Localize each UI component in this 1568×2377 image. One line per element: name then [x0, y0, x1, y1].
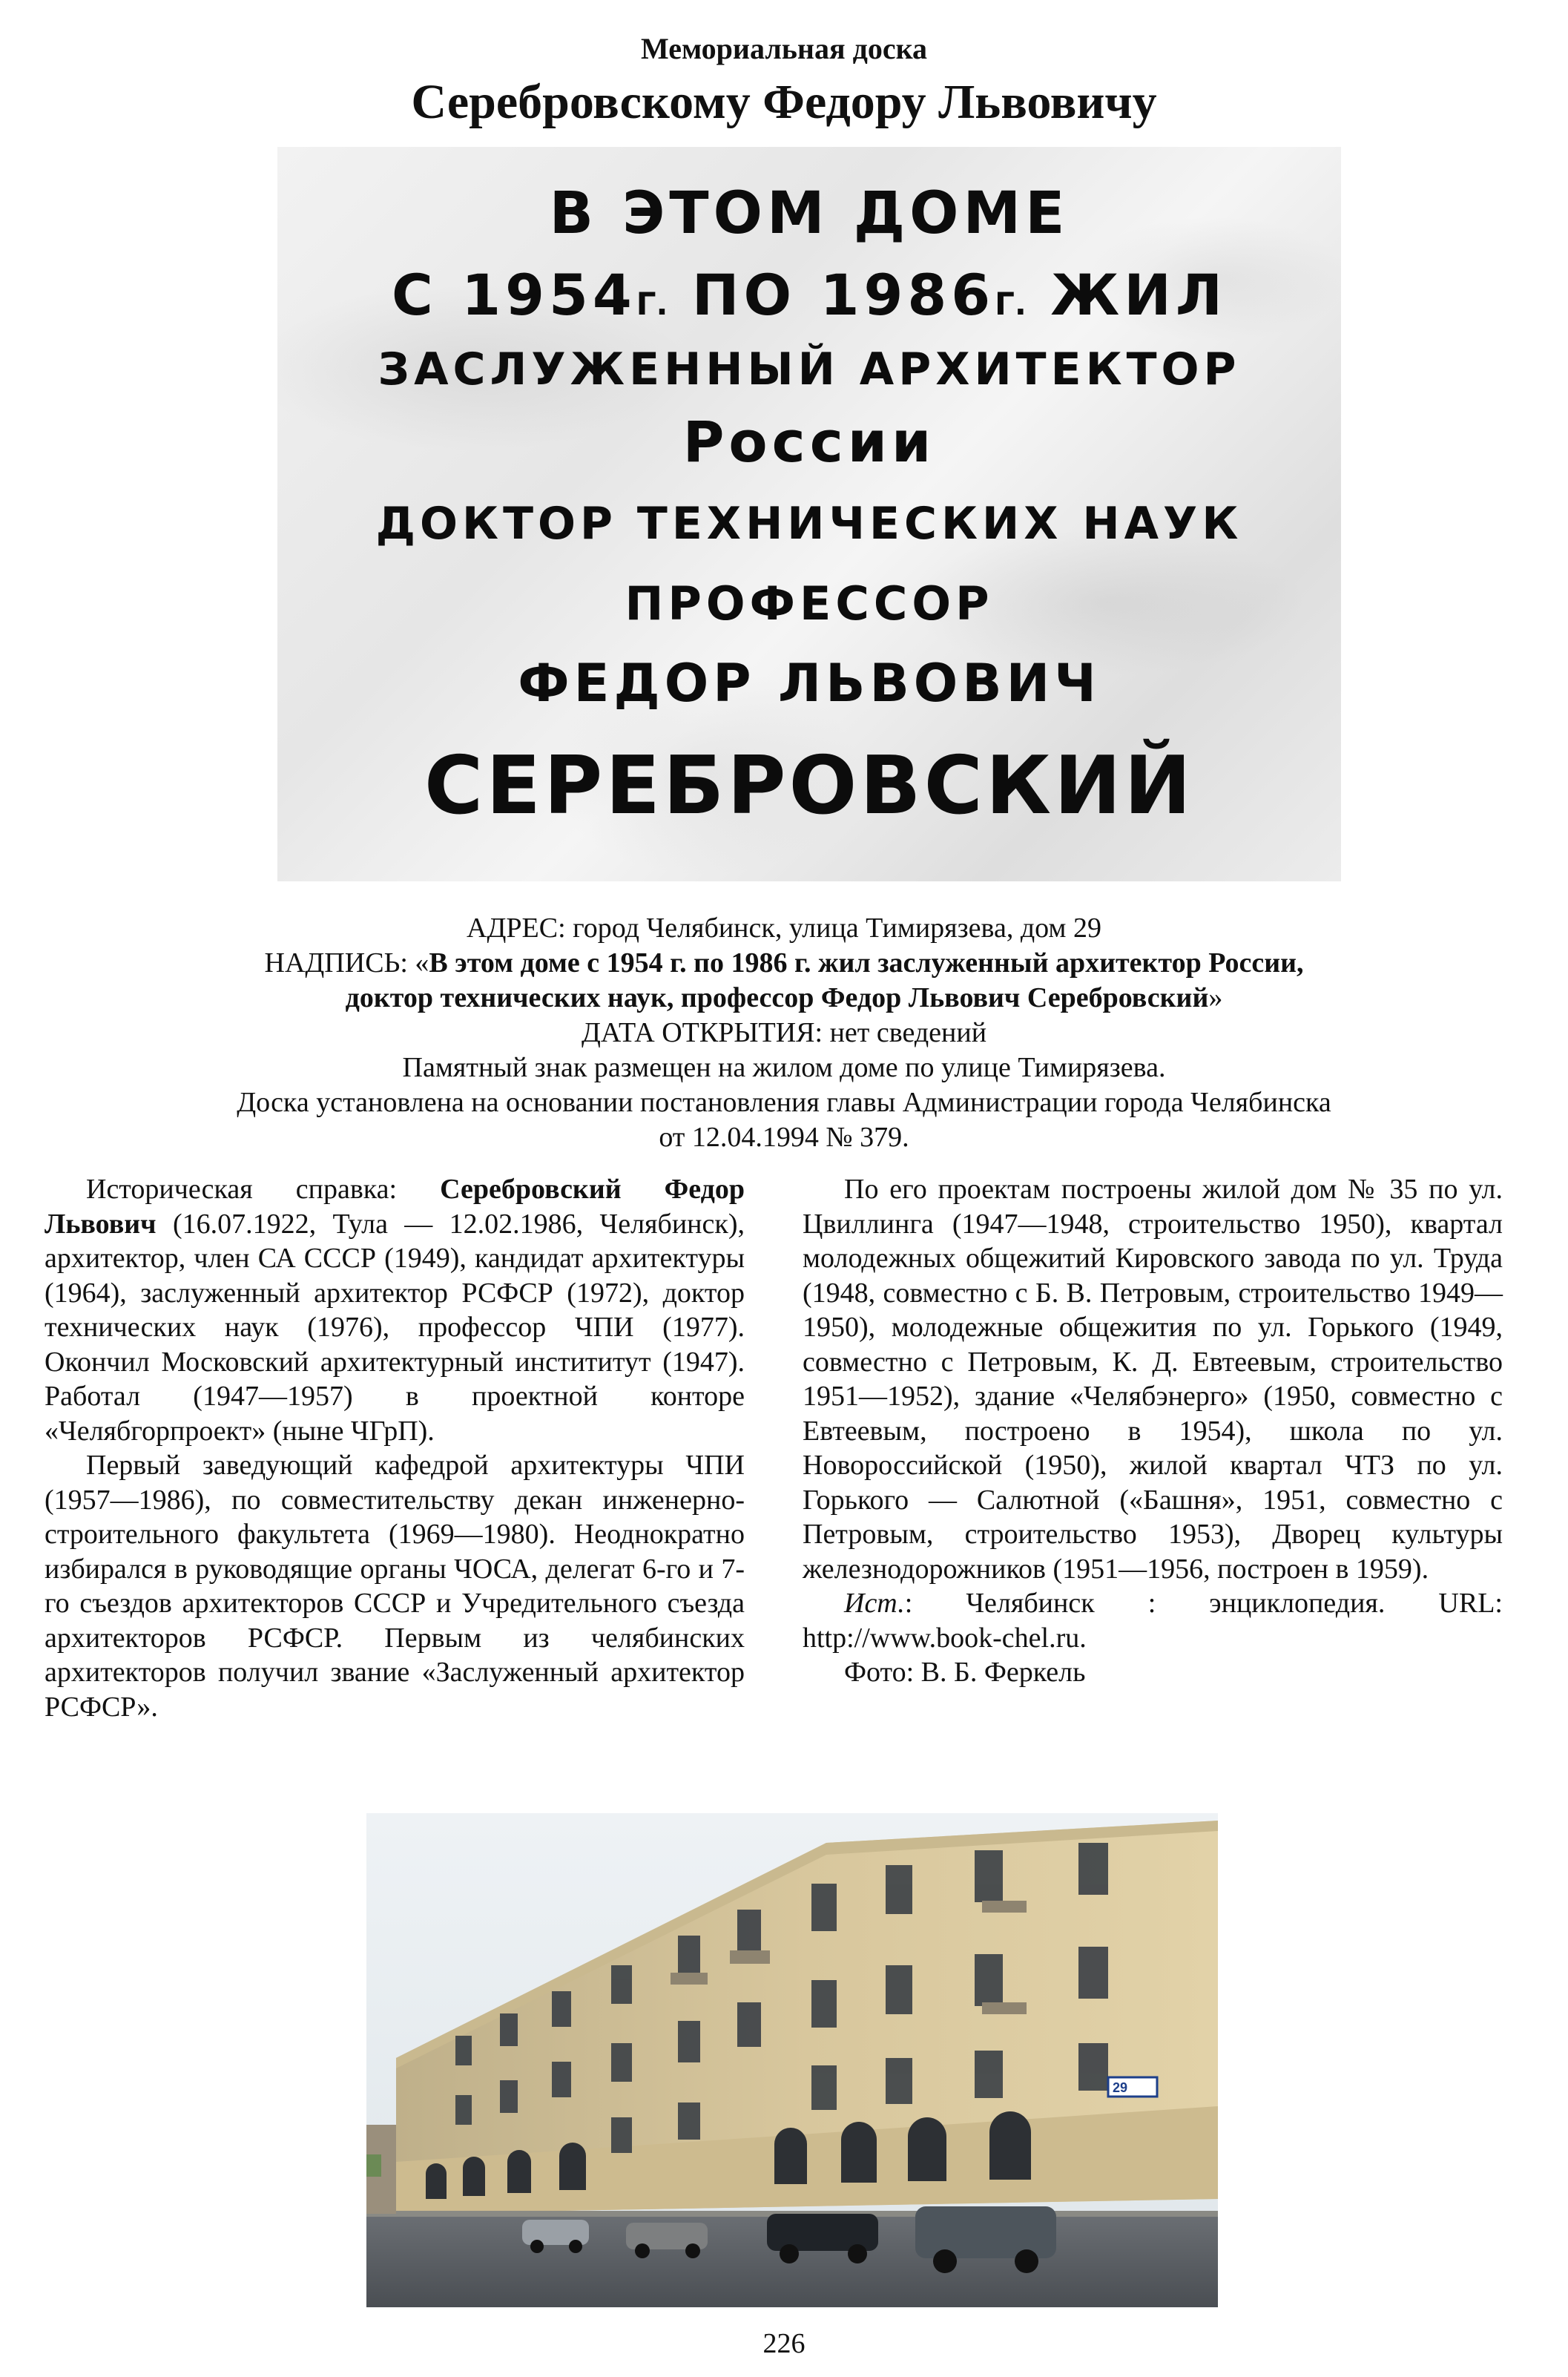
inscription-text-2: доктор технических наук, профессор Федор Львович Серебровский: [345, 982, 1209, 1013]
left-paragraph-1: [45, 1172, 745, 1448]
photo-credit: Фото: В. Б. Феркель: [844, 1657, 1086, 1688]
note-line-3: от 12.04.1994 № 379.: [659, 1122, 909, 1153]
source-label: Ист.: [844, 1588, 905, 1619]
page-title: Серебровскому Федору Львовичу: [411, 75, 1157, 129]
plaque-line-2-part-a: С 1954: [391, 262, 636, 328]
plaque-line-4: России: [682, 409, 936, 475]
plaque-line-3: ЗАСЛУЖЕННЫЙ АРХИТЕКТОР: [378, 343, 1241, 395]
left-column: [45, 1172, 745, 1724]
right-column: [803, 1172, 1503, 1690]
plaque-line-2: [277, 260, 1341, 340]
memorial-plaque-image: [277, 147, 1341, 881]
plaque-line-5: ДОКТОР ТЕХНИЧЕСКИХ НАУК: [375, 498, 1243, 550]
plaque-line-6: ПРОФЕССОР: [625, 576, 994, 631]
note-line-1: Памятный знак размещен на жилом доме по улице Тимирязева.: [402, 1052, 1166, 1083]
plaque-line-2-part-d: Г.: [995, 286, 1027, 322]
house-number-sign: 29: [1113, 2080, 1128, 2095]
right-paragraph-1: По его проектам построены жилой дом № 35 по ул. Цвиллинга (1947—1948, строительство 1950), квартал молодежных общежитий Кировского завода по ул. Труда (1948, совместно с Б. В. Петровым, строительство 1949—1950), молодежные общежития по ул. Горького (1949, совместно с Петровым, К. Д. Евтеевым, строительство 1951—1952), здание «Челябэнерго» (1950, совместно с Евтеевым, построено в 1954), школа по ул. Новороссийской (1950), жилой квартал ЧТЗ по ул. Горького — Салютной («Башня», 1951, совместно с Петровым, строительство 1953), Дворец культуры железнодорожников (1951—1956, построен в 1959).: [803, 1174, 1503, 1585]
inscription-close: »: [1208, 982, 1223, 1013]
inscription-text-1: В этом доме с 1954 г. по 1986 г. жил заслуженный архитектор России,: [429, 947, 1304, 979]
plaque-line-2-part-e: ЖИЛ: [1026, 262, 1228, 328]
note-line-2: Доска установлена на основании постановления главы Администрации города Челябинска: [237, 1087, 1331, 1118]
building-photo-illustration: [366, 1813, 1218, 2307]
plaque-line-1: В ЭТОМ ДОМЕ: [549, 180, 1070, 247]
opening-date: ДАТА ОТКРЫТИЯ: нет сведений: [581, 1017, 987, 1048]
historical-note-label: Историческая справка:: [86, 1174, 441, 1205]
left-paragraph-1-text: (16.07.1922, Тула — 12.02.1986, Челябинск), архитектор, член СА СССР (1949), кандидат архитектуры (1964), заслуженный архитектор РСФСР (1972), доктор технических наук (1976), профессор ЧПИ (1977). Окончил Московский архитектурный инстититут (1947). Работал (1947—1957) в проектной конторе «Челябгорпроект» (ныне ЧГрП).: [45, 1208, 745, 1447]
address-line: АДРЕС: город Челябинск, улица Тимирязева, дом 29: [467, 913, 1101, 944]
plaque-line-7: ФЕДОР ЛЬВОВИЧ: [518, 653, 1101, 714]
inscription-line-2: [45, 981, 1523, 1016]
building-photo: [366, 1813, 1218, 2307]
source-line: [803, 1586, 1503, 1655]
person-name: Серебровский Федор Львович: [45, 1174, 745, 1240]
plaque-line-8: СЕРЕБРОВСКИЙ: [424, 740, 1194, 832]
plaque-line-2-part-c: ПО 1986: [668, 262, 995, 328]
inscription-label: НАДПИСЬ: «: [264, 947, 429, 979]
page-number: 226: [762, 2328, 806, 2359]
plaque-kicker: Мемориальная доска: [640, 32, 928, 65]
plaque-line-2-part-b: Г.: [636, 286, 668, 322]
inscription-line-1: [45, 946, 1523, 981]
source-text: : Челябинск : энциклопедия. URL: http://www.book-chel.ru.: [803, 1588, 1503, 1654]
left-paragraph-2: Первый заведующий кафедрой архитектуры ЧПИ (1957—1986), по совместительству декан инженерно-строительного факультета (1969—1980). Неоднократно избирался в руководящие органы ЧОСА, делегат 6-го и 7-го съездов архитекторов СССР и Учредительного съезда архитекторов РСФСР. Первым из челябинских архитекторов получил звание «Заслуженный архитектор РСФСР».: [45, 1450, 745, 1723]
